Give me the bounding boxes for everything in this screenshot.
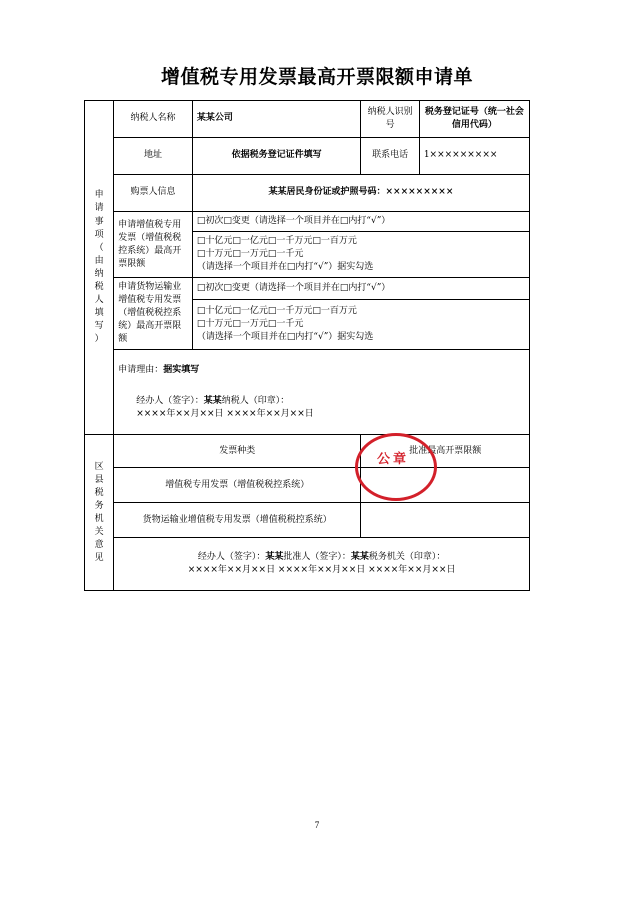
vat-special-amount-line1[interactable]: □十亿元□一亿元□一千万元□一百万元: [196, 236, 357, 247]
application-reason-label: 申请理由：: [118, 364, 164, 375]
page-title: 增值税专用发票最高开票限额申请单: [160, 66, 473, 88]
vat-special-amount-note: （请选择一个项目并在□内打“√”）据实勾选: [196, 262, 374, 273]
handler-signature-label: 经办人（签字）：: [136, 395, 204, 406]
invoice-type-header: 发票种类: [114, 435, 361, 468]
tax-registration-no-label: 税务登记证号（统一社会信用代码）: [419, 101, 529, 138]
table-row: [85, 212, 530, 232]
authority-signature-line: [118, 551, 525, 564]
application-reason-line: [118, 364, 525, 377]
taxpayer-date-value[interactable]: ××××年××月××日: [226, 408, 314, 419]
invoice-type-row2-label: 货物运输业增值税专用发票（增值税税控系统）: [114, 503, 361, 538]
approved-limit-header: 批准最高开票限额: [361, 435, 530, 468]
authority-approver-label: 批准人（签字）：: [283, 552, 351, 563]
official-seal-text: 公章: [376, 452, 409, 467]
application-form-table: [84, 100, 530, 591]
table-row: [85, 538, 530, 591]
table-row: [85, 350, 530, 435]
authority-handler-label: 经办人（签字）：: [197, 552, 266, 563]
address-label: 地址: [114, 138, 193, 175]
cargo-amount-line2[interactable]: □十万元□一万元□一千元: [196, 319, 304, 330]
application-reason-value[interactable]: 据实填写: [163, 364, 200, 375]
vat-special-option-first-change[interactable]: □初次□变更（请选择一个项目并在□内打“√”）: [192, 212, 529, 232]
table-row: [85, 175, 530, 212]
authority-approver-value[interactable]: 某某: [350, 552, 369, 563]
cargo-amount-line1[interactable]: □十亿元□一亿元□一千万元□一百万元: [196, 306, 357, 317]
cargo-transport-limit-label: 申请货物运输业增值税专用发票（增值税税控系统）最高开票限额: [114, 278, 193, 350]
handler-date-value[interactable]: ××××年××月××日: [136, 408, 224, 419]
taxpayer-name-value[interactable]: 某某公司: [192, 101, 361, 138]
vat-special-limit-label: 申请增值税专用发票（增值税税控系统）最高开票限额: [114, 212, 193, 278]
table-row: [85, 278, 530, 300]
authority-handler-value[interactable]: 某某: [265, 552, 284, 563]
vat-special-amount-options[interactable]: [192, 232, 529, 278]
taxpayer-seal-label: 纳税人（印章）：: [221, 395, 290, 406]
page-number: 7: [314, 820, 320, 830]
section1-side-label: 申 请 事 项 （ 由 纳 税 人 填 写 ）: [85, 101, 114, 435]
handler-signature-value[interactable]: 某某: [203, 395, 222, 406]
vat-special-amount-line2[interactable]: □十万元□一万元□一千元: [196, 249, 304, 260]
cargo-amount-note: （请选择一个项目并在□内打“√”）据实勾选: [196, 332, 374, 343]
table-row: [85, 468, 530, 503]
table-row: [85, 101, 530, 138]
address-value[interactable]: 依据税务登记证件填写: [192, 138, 361, 175]
applicant-date-line: [136, 408, 525, 421]
cargo-amount-options[interactable]: [192, 300, 529, 350]
table-row: [85, 138, 530, 175]
taxpayer-id-label: 纳税人识别号: [361, 101, 419, 138]
buyer-info-label: 购票人信息: [114, 175, 193, 212]
invoice-type-row1-value[interactable]: [361, 468, 530, 503]
table-row: [85, 435, 530, 468]
buyer-info-value[interactable]: 某某居民身份证或护照号码：×××××××××: [192, 175, 529, 212]
applicant-signature-line: [136, 395, 525, 408]
invoice-type-row2-value[interactable]: [361, 503, 530, 538]
application-reason-cell: [114, 350, 530, 435]
section2-side-label: 区 县 税 务 机 关 意 见: [85, 435, 114, 591]
phone-value[interactable]: 1×××××××××: [419, 138, 529, 175]
phone-label: 联系电话: [361, 138, 419, 175]
taxpayer-name-label: 纳税人名称: [114, 101, 193, 138]
invoice-type-row1-label: 增值税专用发票（增值税税控系统）: [114, 468, 361, 503]
authority-seal-label: 税务机关（印章）：: [368, 552, 446, 563]
table-row: [85, 503, 530, 538]
authority-date-line[interactable]: ××××年××月××日 ××××年××月××日 ××××年××月××日: [187, 565, 456, 576]
authority-signature-cell: [114, 538, 530, 591]
cargo-option-first-change[interactable]: □初次□变更（请选择一个项目并在□内打“√”）: [192, 278, 529, 300]
